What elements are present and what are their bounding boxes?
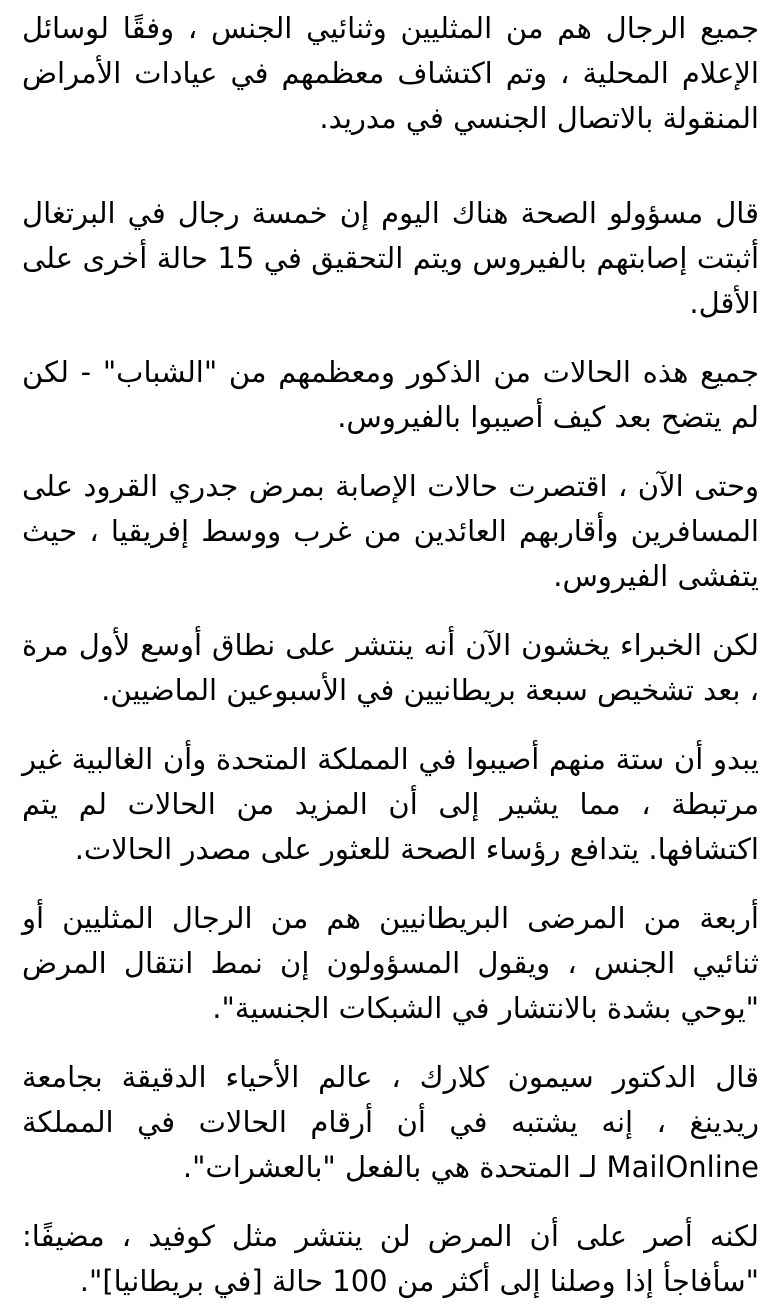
article-paragraph-1: جميع الرجال هم من المثليين وثنائيي الجنس ، وفقًا لوسائل الإعلام المحلية ، وتم اكتشاف معظمهم في عيادات الأمراض المنقولة بالاتصال الجنسي في مدريد. (22, 11, 759, 135)
article-paragraph-2: قال مسؤولو الصحة هناك اليوم إن خمسة رجال في البرتغال أثبتت إصابتهم بالفيروس ويتم التحقيق في 15 حالة أخرى على الأقل. (22, 196, 760, 320)
article-paragraph-7: أربعة من المرضى البريطانيين هم من الرجال المثليين أو ثنائيي الجنس ، ويقول المسؤولون إن نمط انتقال المرض "يوحي بشدة بالانتشار في الشبكات الجنسية". (22, 901, 759, 1025)
article-paragraph-3: جميع هذه الحالات من الذكور ومعظمهم من "الشباب" - لكن لم يتضح بعد كيف أصيبوا بالفيروس. (22, 355, 759, 434)
article-paragraph-8: قال الدكتور سيمون كلارك ، عالم الأحياء الدقيقة بجامعة ريدينغ ، إنه يشتبه في أن أرقام الحالات في المملكة MailOnline لـ المتحدة هي بالفعل "بالعشرات". (22, 1060, 759, 1184)
article-paragraph-5: لكن الخبراء يخشون الآن أنه ينتشر على نطاق أوسع لأول مرة ، بعد تشخيص سبعة بريطانيين في الأسبوعين الماضيين. (22, 628, 759, 707)
article-paragraph-9: لكنه أصر على أن المرض لن ينتشر مثل كوفيد ، مضيفًا: "سأفاجأ إذا وصلنا إلى أكثر من 100 حالة [في بريطانيا]". (22, 1219, 759, 1298)
article-paragraph-4: وحتى الآن ، اقتصرت حالات الإصابة بمرض جدري القرود على المسافرين وأقاربهم العائدين من غرب ووسط إفريقيا ، حيث يتفشى الفيروس. (22, 469, 759, 593)
article-paragraph-6: يبدو أن ستة منهم أصيبوا في المملكة المتحدة وأن الغالبية غير مرتبطة ، مما يشير إلى أن المزيد من الحالات لم يتم اكتشافها. يتدافع رؤساء الصحة للعثور على مصدر الحالات. (22, 742, 759, 866)
